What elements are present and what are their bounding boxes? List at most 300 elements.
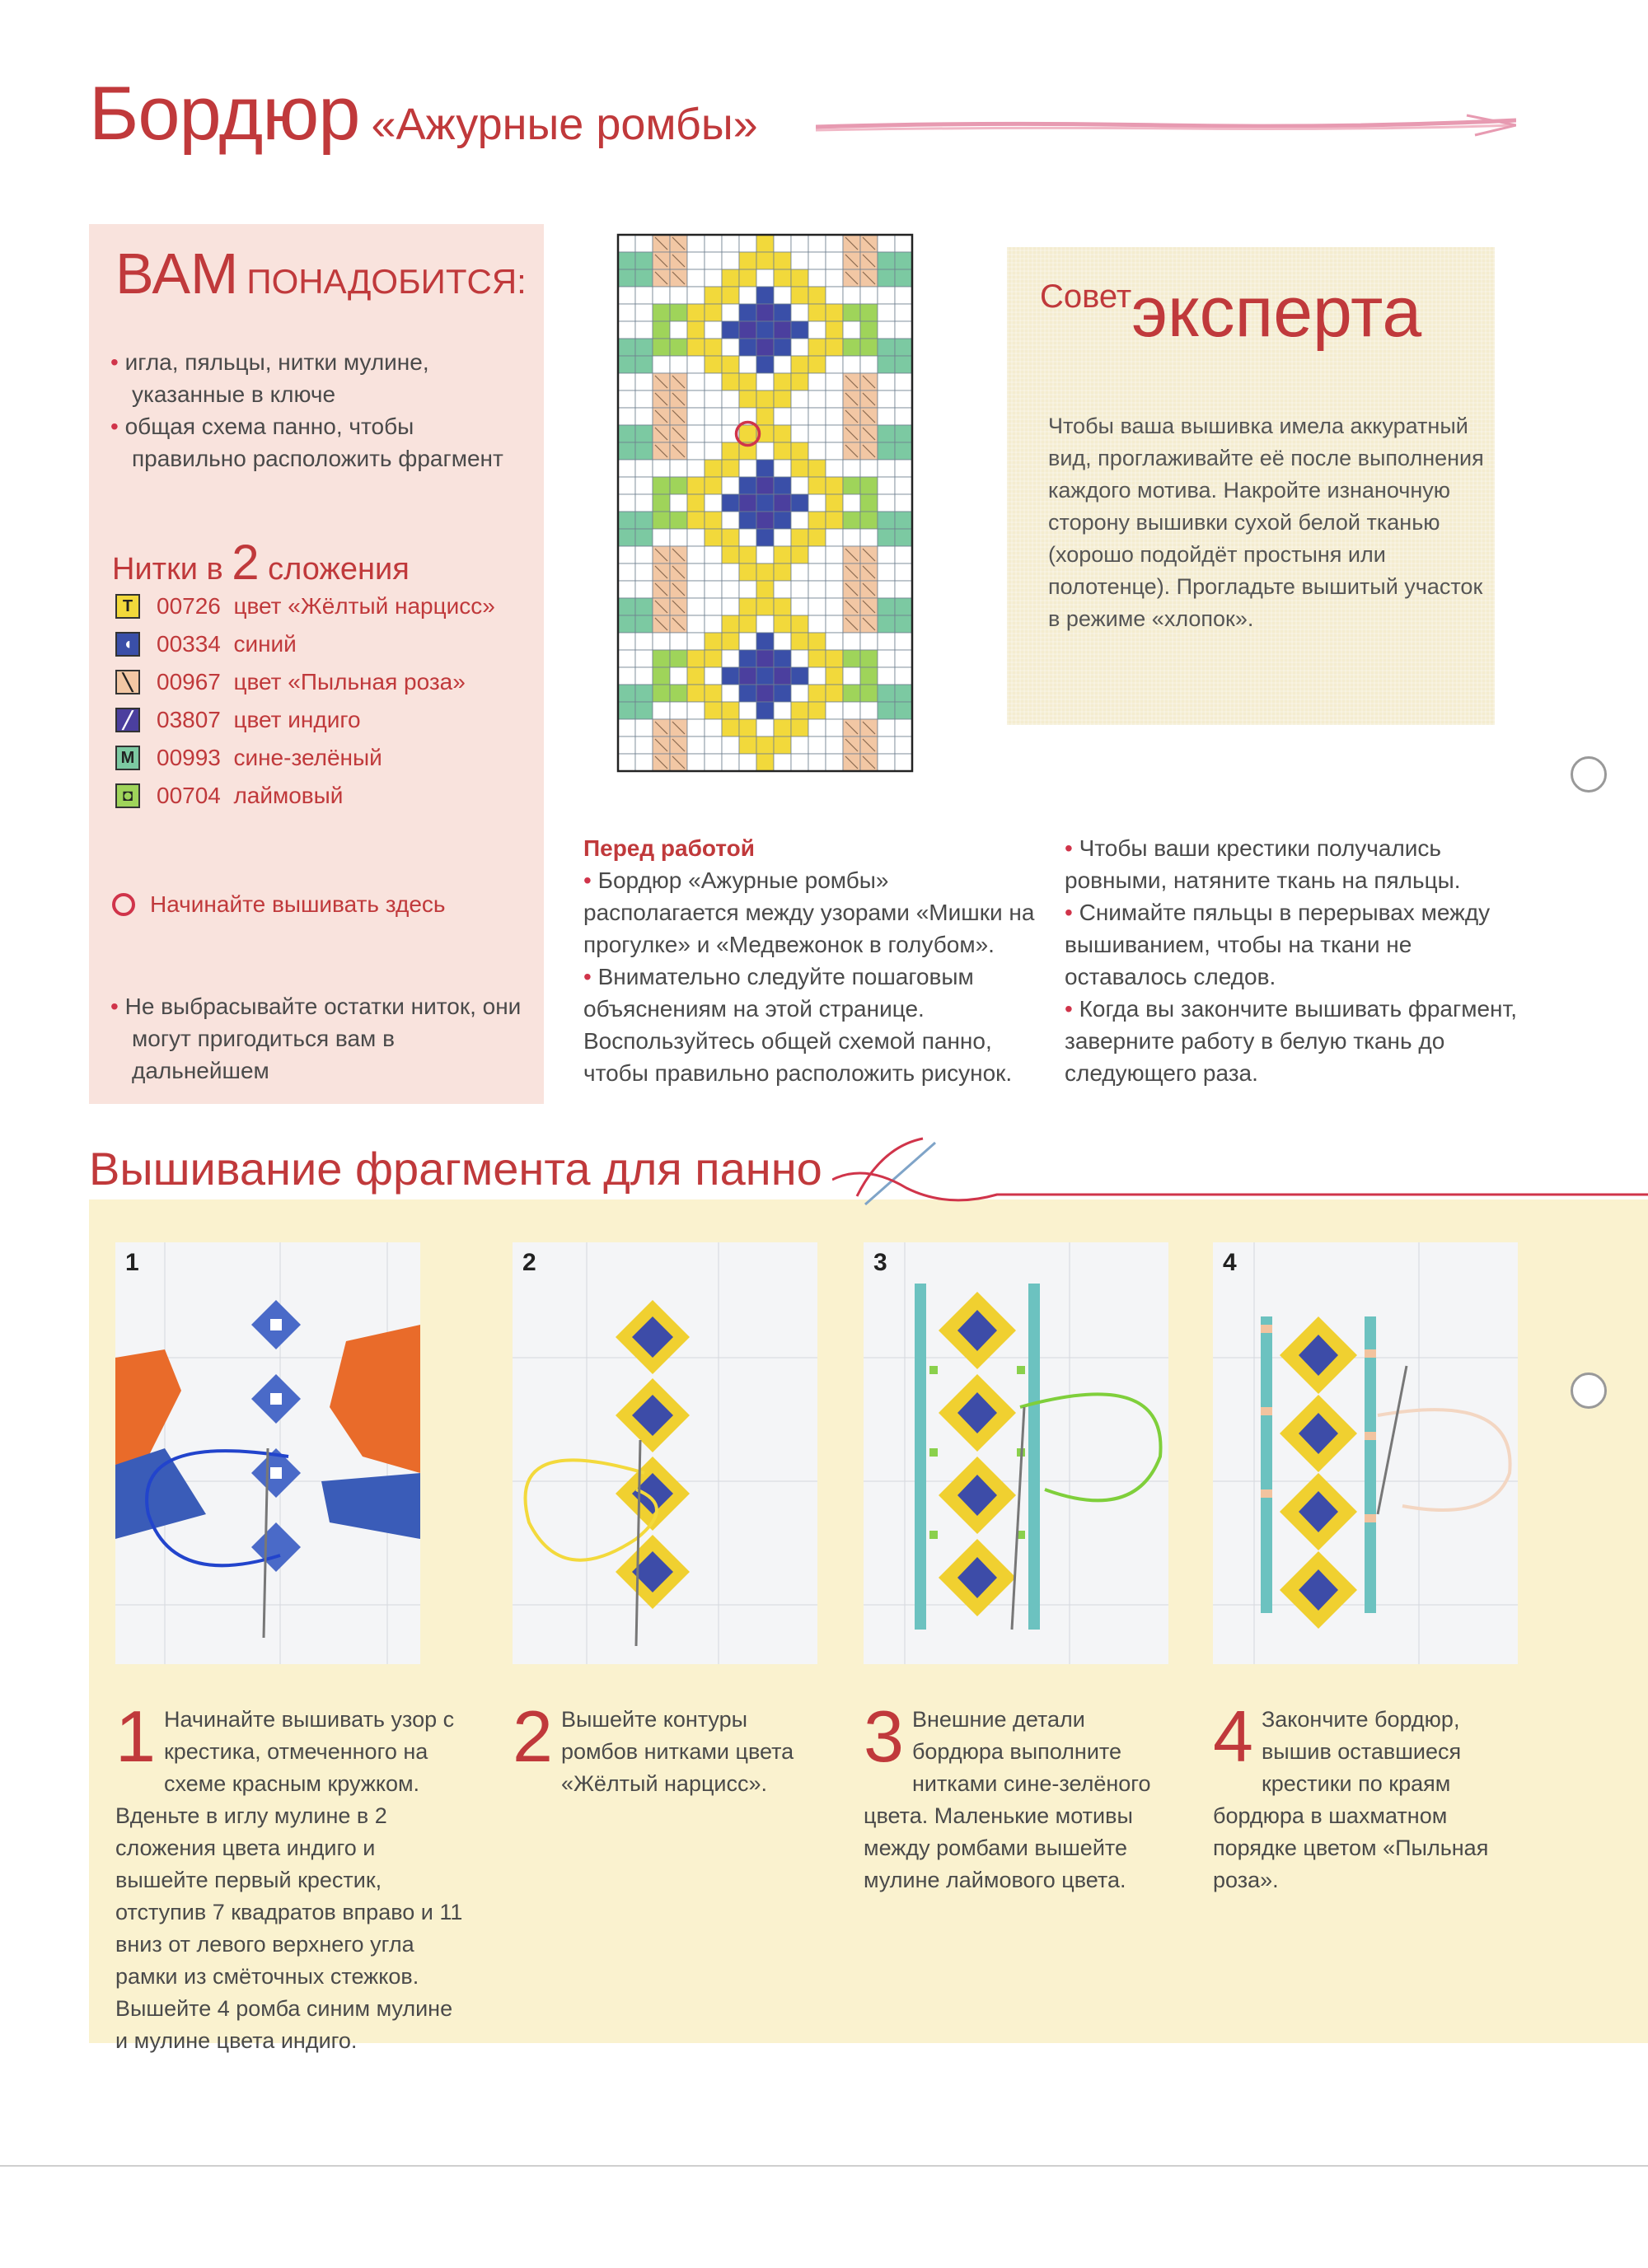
chart-cell — [808, 563, 826, 581]
chart-cell — [687, 650, 705, 667]
chart-cell — [878, 633, 895, 650]
chart-cell — [878, 373, 895, 390]
chart-cell — [756, 529, 774, 546]
chart-cell — [826, 339, 843, 356]
materials-title — [115, 241, 527, 306]
chart-cell — [774, 321, 791, 339]
step-number: 3 — [864, 1695, 904, 1777]
chart-cell — [670, 667, 687, 685]
chart-cell — [756, 269, 774, 287]
chart-cell — [826, 546, 843, 563]
chart-cell — [791, 702, 808, 719]
step-number: 2 — [513, 1695, 553, 1777]
chart-cell — [808, 754, 826, 771]
chart-cell — [687, 477, 705, 494]
list-item: • Внимательно следуйте пошаговым объяснениям на этой странице. Воспользуйтесь общей схемой панно, чтобы правильно расположить рисунок. — [583, 964, 1013, 1086]
chart-cell — [739, 460, 756, 477]
binder-hole — [1571, 1372, 1607, 1409]
chart-cell — [878, 304, 895, 321]
start-here-label: Начинайте вышивать здесь — [150, 891, 446, 917]
chart-cell — [808, 529, 826, 546]
chart-cell — [791, 754, 808, 771]
chart-cell — [635, 235, 653, 252]
chart-cell — [843, 512, 860, 529]
chart-cell — [722, 737, 739, 754]
chart-cell — [739, 615, 756, 633]
chart-cell — [687, 737, 705, 754]
thread-key-row: ╱ 03807 цвет индиго — [115, 705, 361, 735]
chart-cell — [618, 650, 635, 667]
chart-cell — [808, 235, 826, 252]
chart-cell — [808, 287, 826, 304]
chart-cell — [635, 737, 653, 754]
chart-cell — [687, 702, 705, 719]
chart-cell — [808, 408, 826, 425]
chart-cell — [791, 494, 808, 512]
chart-cell — [653, 702, 670, 719]
chart-cell — [826, 685, 843, 702]
chart-cell — [756, 685, 774, 702]
chart-cell — [756, 667, 774, 685]
chart-cell — [722, 356, 739, 373]
chart-cell — [635, 529, 653, 546]
chart-cell — [808, 269, 826, 287]
chart-cell — [722, 373, 739, 390]
chart-cell — [878, 598, 895, 615]
chart-cell — [826, 598, 843, 615]
chart-cell — [618, 390, 635, 408]
cross-stitch-chart — [610, 231, 923, 787]
chart-cell — [808, 685, 826, 702]
chart-cell — [808, 650, 826, 667]
chart-cell — [635, 633, 653, 650]
chart-cell — [843, 477, 860, 494]
chart-cell — [705, 598, 722, 615]
chart-cell — [687, 339, 705, 356]
chart-cell — [618, 546, 635, 563]
chart-cell — [878, 252, 895, 269]
chart-cell — [843, 633, 860, 650]
chart-cell — [774, 685, 791, 702]
chart-cell — [705, 269, 722, 287]
chart-cell — [722, 304, 739, 321]
chart-cell — [756, 356, 774, 373]
chart-cell — [739, 650, 756, 667]
chart-cell — [635, 685, 653, 702]
chart-cell — [843, 321, 860, 339]
step-2 — [513, 1695, 809, 1800]
chart-cell — [791, 425, 808, 442]
chart-cell — [860, 287, 878, 304]
expert-advice-text: Чтобы ваша вышивка имела аккуратный вид, проглаживайте её после выполнения каждого мотива. Накройте изнаночную сторону вышивки сухой белой тканью (хорошо подойдёт простыня или полотенце). Прогладьте вышитый участок в режиме «хлопок». — [1048, 414, 1484, 631]
chart-cell — [618, 512, 635, 529]
step-text: Закончите бордюр, вышив оставшиеся крестики по краям бордюра в шахматном порядке цветом «Пыльная роза». — [1213, 1707, 1489, 1892]
chart-cell — [895, 737, 912, 754]
chart-cell — [826, 581, 843, 598]
chart-cell — [808, 737, 826, 754]
chart-cell — [635, 287, 653, 304]
chart-cell — [878, 269, 895, 287]
chart-cell — [826, 460, 843, 477]
chart-cell — [878, 650, 895, 667]
chart-cell — [895, 460, 912, 477]
chart-cell — [774, 737, 791, 754]
list-item: • Бордюр «Ажурные ромбы» располагается между узорами «Мишки на прогулке» и «Медвежонок в голубом». — [583, 867, 1035, 957]
chart-cell — [774, 581, 791, 598]
chart-cell — [670, 494, 687, 512]
chart-cell — [722, 719, 739, 737]
chart-cell — [618, 442, 635, 460]
chart-cell — [791, 546, 808, 563]
chart-cell — [791, 373, 808, 390]
chart-cell — [705, 615, 722, 633]
chart-cell — [774, 477, 791, 494]
chart-cell — [618, 425, 635, 442]
chart-cell — [618, 304, 635, 321]
chart-cell — [653, 477, 670, 494]
chart-cell — [739, 390, 756, 408]
chart-cell — [618, 287, 635, 304]
chart-cell — [826, 615, 843, 633]
chart-cell — [895, 408, 912, 425]
chart-cell — [739, 667, 756, 685]
chart-cell — [808, 546, 826, 563]
chart-cell — [860, 529, 878, 546]
step-3 — [864, 1695, 1177, 1896]
chart-cell — [860, 650, 878, 667]
chart-cell — [687, 754, 705, 771]
chart-cell — [843, 356, 860, 373]
chart-cell — [739, 546, 756, 563]
chart-cell — [860, 460, 878, 477]
chart-cell — [843, 529, 860, 546]
photo-number: 4 — [1223, 1249, 1237, 1276]
chart-cell — [808, 390, 826, 408]
chart-cell — [791, 390, 808, 408]
chart-cell — [739, 512, 756, 529]
chart-cell — [791, 252, 808, 269]
chart-cell — [826, 563, 843, 581]
chart-cell — [860, 356, 878, 373]
chart-cell — [722, 546, 739, 563]
chart-cell — [722, 494, 739, 512]
chart-cell — [687, 252, 705, 269]
chart-cell — [791, 512, 808, 529]
step-photo-4 — [1213, 1242, 1518, 1664]
chart-cell — [739, 563, 756, 581]
chart-cell — [878, 563, 895, 581]
chart-cell — [635, 321, 653, 339]
chart-cell — [670, 477, 687, 494]
thread-key-row: M 00993 сине-зелёный — [115, 743, 382, 773]
chart-cell — [860, 685, 878, 702]
chart-cell — [826, 269, 843, 287]
chart-cell — [722, 269, 739, 287]
chart-cell — [653, 304, 670, 321]
step-1 — [115, 1695, 470, 2057]
chart-cell — [705, 425, 722, 442]
chart-cell — [705, 702, 722, 719]
chart-cell — [756, 304, 774, 321]
step-photo-2-image — [513, 1242, 817, 1664]
chart-cell — [722, 390, 739, 408]
chart-cell — [618, 339, 635, 356]
chart-cell — [774, 633, 791, 650]
chart-cell — [774, 390, 791, 408]
steps-section-title: Вышивание фрагмента для панно — [89, 1143, 822, 1195]
chart-cell — [895, 581, 912, 598]
chart-cell — [791, 235, 808, 252]
chart-cell — [774, 408, 791, 425]
chart-cell — [756, 339, 774, 356]
chart-cell — [635, 252, 653, 269]
page-title — [89, 71, 758, 157]
chart-cell — [687, 615, 705, 633]
chart-cell — [618, 529, 635, 546]
chart-cell — [756, 754, 774, 771]
chart-cell — [722, 581, 739, 598]
chart-cell — [670, 339, 687, 356]
chart-cell — [808, 339, 826, 356]
chart-cell — [687, 304, 705, 321]
chart-cell — [618, 235, 635, 252]
chart-cell — [843, 702, 860, 719]
chart-cell — [826, 425, 843, 442]
chart-cell — [791, 737, 808, 754]
chart-cell — [687, 529, 705, 546]
chart-cell — [618, 667, 635, 685]
chart-cell — [895, 512, 912, 529]
chart-cell — [808, 633, 826, 650]
chart-cell — [635, 563, 653, 581]
chart-cell — [635, 477, 653, 494]
chart-cell — [895, 425, 912, 442]
chart-cell — [687, 287, 705, 304]
chart-cell — [756, 477, 774, 494]
chart-cell — [687, 321, 705, 339]
chart-cell — [618, 685, 635, 702]
chart-cell — [705, 390, 722, 408]
chart-cell — [705, 529, 722, 546]
chart-cell — [705, 754, 722, 771]
chart-cell — [670, 633, 687, 650]
step-photo-3 — [864, 1242, 1168, 1664]
chart-cell — [705, 719, 722, 737]
chart-cell — [808, 425, 826, 442]
chart-cell — [618, 719, 635, 737]
chart-cell — [843, 494, 860, 512]
materials-list — [110, 346, 531, 475]
start-circle-icon — [112, 893, 135, 916]
chart-cell — [808, 442, 826, 460]
chart-cell — [618, 356, 635, 373]
chart-cell — [878, 408, 895, 425]
chart-cell — [618, 754, 635, 771]
chart-cell — [687, 269, 705, 287]
chart-cell — [705, 494, 722, 512]
chart-cell — [774, 512, 791, 529]
chart-cell — [739, 477, 756, 494]
chart-cell — [705, 563, 722, 581]
chart-cell — [653, 650, 670, 667]
chart-cell — [791, 339, 808, 356]
chart-cell — [653, 494, 670, 512]
chart-cell — [774, 442, 791, 460]
chart-cell — [618, 702, 635, 719]
chart-cell — [618, 563, 635, 581]
step-text: Начинайте вышивать узор с крестика, отмеченного на схеме красным кружком. Вденьте в иглу мулине в 2 сложения цвета индиго и вышейте первый крестик, отступив 7 квадратов вправо и 11 вниз от левого верхнего угла рамки из смёточных стежков. Вышейте 4 ромба синим мулине и мулине цвета индиго. — [115, 1707, 463, 2053]
chart-cell — [705, 252, 722, 269]
chart-cell — [878, 460, 895, 477]
chart-cell — [635, 581, 653, 598]
chart-cell — [670, 685, 687, 702]
keep-threads-note: • Не выбрасывайте остатки ниток, они могут пригодиться вам в дальнейшем — [110, 994, 522, 1083]
chart-cell — [687, 494, 705, 512]
chart-cell — [705, 287, 722, 304]
chart-cell — [705, 373, 722, 390]
chart-cell — [722, 408, 739, 425]
chart-cell — [653, 667, 670, 685]
step-photo-4-image — [1213, 1242, 1518, 1664]
chart-cell — [739, 702, 756, 719]
chart-cell — [739, 356, 756, 373]
chart-cell — [739, 581, 756, 598]
chart-cell — [756, 460, 774, 477]
chart-cell — [635, 667, 653, 685]
chart-cell — [826, 494, 843, 512]
chart-cell — [878, 581, 895, 598]
chart-cell — [808, 615, 826, 633]
chart-cell — [687, 685, 705, 702]
chart-cell — [756, 598, 774, 615]
step-photo-1-image — [115, 1242, 420, 1664]
list-item: • Когда вы закончите вышивать фрагмент, заверните работу в белую ткань до следующего раза. — [1065, 996, 1517, 1086]
chart-cell — [722, 598, 739, 615]
chart-cell — [843, 685, 860, 702]
chart-cell — [895, 235, 912, 252]
chart-cell — [895, 633, 912, 650]
chart-cell — [756, 633, 774, 650]
chart-cell — [895, 685, 912, 702]
chart-cell — [860, 321, 878, 339]
chart-cell — [826, 719, 843, 737]
chart-cell — [878, 667, 895, 685]
chart-cell — [774, 425, 791, 442]
chart-cell — [756, 390, 774, 408]
chart-cell — [878, 390, 895, 408]
chart-cell — [739, 339, 756, 356]
chart-cell — [618, 494, 635, 512]
chart-cell — [756, 442, 774, 460]
chart-cell — [878, 442, 895, 460]
chart-cell — [635, 702, 653, 719]
chart-cell — [739, 633, 756, 650]
chart-cell — [635, 356, 653, 373]
chart-cell — [756, 494, 774, 512]
chart-cell — [722, 615, 739, 633]
list-item: • игла, пяльцы, нитки мулине, указанные в ключе — [110, 349, 429, 407]
chart-cell — [878, 546, 895, 563]
chart-cell — [653, 287, 670, 304]
thread-key-row: ╲ 00967 цвет «Пыльная роза» — [115, 667, 466, 697]
chart-cell — [670, 650, 687, 667]
chart-cell — [843, 304, 860, 321]
chart-cell — [635, 719, 653, 737]
thread-swatch: ◘ — [115, 783, 140, 808]
chart-cell — [895, 667, 912, 685]
materials-title-small: ПОНАДОБИТСЯ: — [246, 262, 527, 301]
chart-cell — [756, 287, 774, 304]
chart-cell — [878, 529, 895, 546]
step-photo-1 — [115, 1242, 420, 1664]
chart-cell — [653, 633, 670, 650]
chart-cell — [687, 408, 705, 425]
chart-cell — [739, 287, 756, 304]
chart-cell — [687, 633, 705, 650]
chart-cell — [826, 737, 843, 754]
chart-cell — [895, 477, 912, 494]
chart-cell — [895, 563, 912, 581]
thread-swatch: ◖ — [115, 632, 140, 657]
chart-cell — [653, 512, 670, 529]
chart-cell — [705, 356, 722, 373]
thread-swatch: T — [115, 594, 140, 619]
chart-cell — [826, 650, 843, 667]
chart-cell — [635, 408, 653, 425]
chart-cell — [878, 321, 895, 339]
page-title-main: Бордюр — [89, 72, 360, 156]
chart-cell — [635, 269, 653, 287]
chart-cell — [670, 304, 687, 321]
chart-cell — [774, 529, 791, 546]
chart-cell — [618, 408, 635, 425]
chart-cell — [774, 356, 791, 373]
chart-cell — [670, 460, 687, 477]
chart-cell — [705, 546, 722, 563]
step-text: Вышейте контуры ромбов нитками цвета «Жёлтый нарцисс». — [560, 1707, 794, 1796]
chart-cell — [895, 442, 912, 460]
chart-cell — [670, 287, 687, 304]
chart-cell — [826, 356, 843, 373]
chart-cell — [791, 408, 808, 425]
title-thread-decoration — [816, 114, 1516, 137]
chart-cell — [687, 373, 705, 390]
chart-cell — [739, 754, 756, 771]
chart-cell — [687, 598, 705, 615]
chart-cell — [653, 529, 670, 546]
chart-cell — [635, 425, 653, 442]
chart-cell — [774, 546, 791, 563]
chart-cell — [860, 477, 878, 494]
chart-cell — [826, 477, 843, 494]
chart-cell — [774, 494, 791, 512]
chart-cell — [895, 269, 912, 287]
chart-cell — [791, 719, 808, 737]
chart-cell — [878, 494, 895, 512]
chart-cell — [860, 512, 878, 529]
chart-cell — [739, 373, 756, 390]
chart-cell — [878, 477, 895, 494]
threads-title: Нитки в 2 сложения — [112, 535, 410, 590]
chart-cell — [791, 633, 808, 650]
chart-cell — [808, 512, 826, 529]
chart-cell — [705, 685, 722, 702]
chart-cell — [722, 667, 739, 685]
step-photo-2 — [513, 1242, 817, 1664]
chart-cell — [808, 304, 826, 321]
chart-cell — [722, 321, 739, 339]
chart-cell — [705, 477, 722, 494]
